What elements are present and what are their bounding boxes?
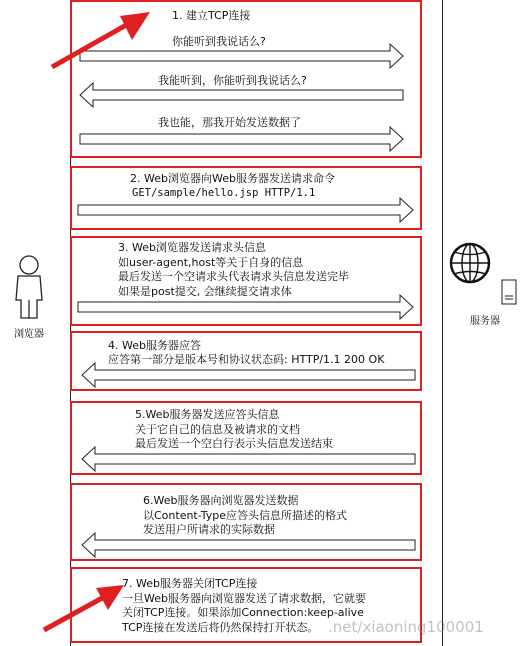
step-6-line-2: 发送用户所请求的实际数据 — [143, 523, 275, 536]
step-3-title: 3. Web浏览器发送请求头信息 — [118, 241, 266, 254]
step-6-title: 6.Web服务器向浏览器发送数据 — [143, 494, 299, 507]
step-1-title: 1. 建立TCP连接 — [172, 9, 251, 22]
step-7-title: 7. Web服务器关闭TCP连接 — [122, 577, 258, 590]
globe-icon — [451, 244, 489, 282]
step-2-arrow — [78, 198, 413, 222]
step-4-title: 4. Web服务器应答 — [108, 339, 201, 352]
step-2-line-1: GET/sample/hello.jsp HTTP/1.1 — [132, 187, 316, 199]
watermark: .net/xiaoning100001 — [328, 618, 484, 636]
step-2-title: 2. Web浏览器向Web服务器发送请求命令 — [130, 172, 335, 185]
person-icon — [16, 256, 42, 318]
step-1-arrow-3 — [80, 127, 403, 151]
step-3-line-3: 如果是post提交, 会继续提交请求体 — [118, 285, 292, 298]
step-3-line-2: 最后发送一个空请求头代表请求头信息发送完毕 — [118, 270, 349, 283]
browser-label: 浏览器 — [14, 329, 44, 340]
step-1-message-1: 你能听到我说话么? — [172, 35, 266, 48]
step-6-line-1: 以Content-Type应答头信息所描述的格式 — [143, 509, 347, 522]
red-pointer-arrow-bottom — [44, 585, 124, 630]
step-1-message-3: 我也能，那我开始发送数据了 — [158, 116, 301, 129]
step-1-message-2: 我能听到，你能听到我说话么? — [158, 74, 307, 87]
step-7-line-3: TCP连接在发送后将仍然保持打开状态。 — [122, 621, 319, 634]
step-7-line-2: 关闭TCP连接。如果添加Connection:keep-alive — [122, 606, 364, 619]
step-3-line-1: 如user-agent,host等关于自身的信息 — [118, 256, 304, 269]
server-box-icon — [502, 280, 516, 304]
step-5-line-1: 关于它自己的信息及被请求的文档 — [135, 423, 300, 436]
server-label: 服务器 — [470, 316, 500, 327]
step-5-title: 5.Web服务器发送应答头信息 — [135, 408, 280, 421]
step-5-line-2: 最后发送一个空白行表示头信息发送结束 — [135, 437, 333, 450]
step-7-line-1: 一旦Web服务器向浏览器发送了请求数据，它就要 — [122, 592, 366, 605]
step-4-line-1: 应答第一部分是版本号和协议状态码: HTTP/1.1 200 OK — [108, 353, 385, 366]
